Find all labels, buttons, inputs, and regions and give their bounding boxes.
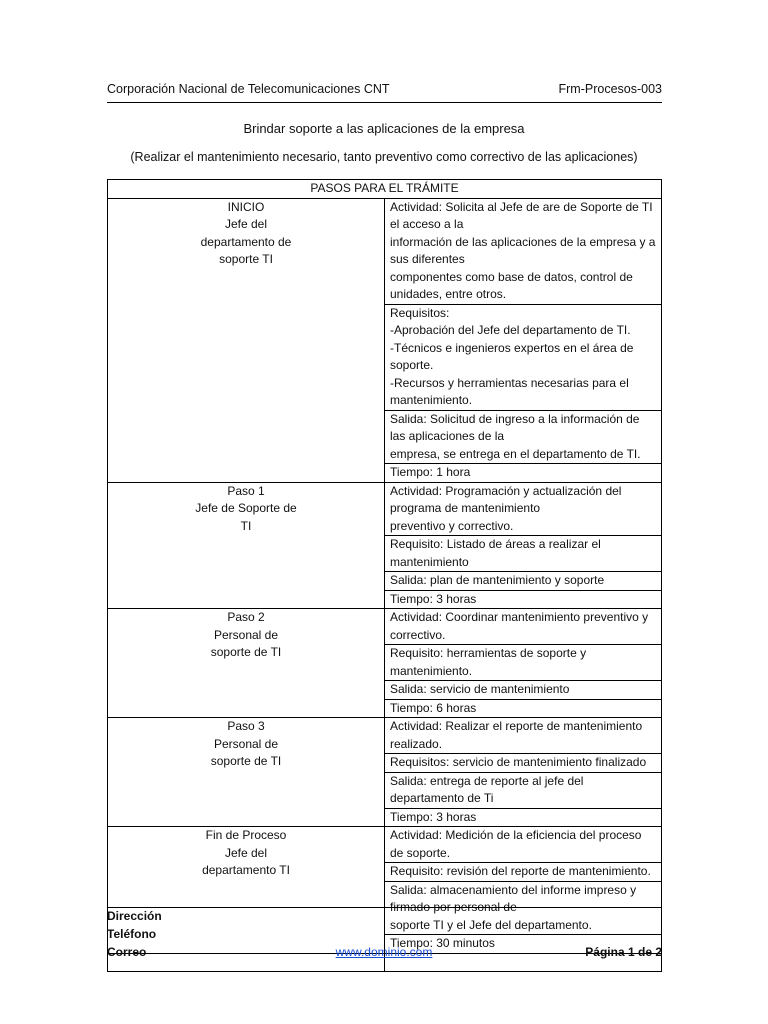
process-table	[107, 179, 662, 972]
document-title: Brindar soporte a las aplicaciones de la empresa	[243, 121, 525, 136]
step-detail-line: -Técnicos e ingenieros expertos en el área de soporte.	[390, 340, 634, 372]
step-detail-line: preventivo y correctivo.	[390, 518, 514, 533]
step-label-cell	[108, 718, 385, 827]
step-label-line: departamento de	[200, 234, 292, 249]
step-label-line: Paso 2	[227, 610, 265, 624]
step-detail-line: Salida: almacenamiento del informe impreso y firmado por personal de	[390, 882, 637, 914]
organization-name: Corporación Nacional de Telecomunicaciones CNT	[107, 82, 390, 96]
step-detail-line: Tiempo: 3 horas	[390, 591, 477, 606]
step-detail-line: empresa, se entrega en el departamento de TI.	[390, 446, 641, 461]
step-detail-cell	[385, 718, 662, 754]
step-label-cell	[108, 198, 385, 482]
table-row	[108, 718, 662, 754]
footer-address-label: Dirección	[107, 909, 162, 923]
footer-phone-label: Teléfono	[107, 927, 157, 941]
step-detail-line: soporte TI y el Jefe del departamento.	[390, 917, 592, 932]
step-detail-line: Tiempo: 1 hora	[390, 465, 471, 479]
step-detail-cell	[385, 198, 662, 304]
step-detail-cell	[385, 609, 662, 645]
table-header: PASOS PARA EL TRÁMITE	[108, 180, 662, 199]
step-detail-line: Actividad: Programación y actualización del programa de mantenimiento	[390, 483, 622, 515]
step-detail-line: Actividad: Realizar el reporte de mantenimiento realizado.	[390, 719, 643, 751]
step-detail-cell	[385, 464, 662, 483]
step-detail-line: componentes como base de datos, control de unidades, entre otros.	[390, 269, 633, 301]
step-detail-line: -Recursos y herramientas necesarias para el mantenimiento.	[390, 375, 629, 407]
step-label-line: Jefe del	[224, 217, 268, 231]
step-detail-line: Actividad: Coordinar mantenimiento preventivo y correctivo.	[390, 610, 649, 642]
step-detail-line: Tiempo: 6 horas	[390, 700, 477, 715]
table-row	[108, 482, 662, 536]
step-label-line: departamento TI	[202, 863, 290, 877]
step-detail-line: Requisito: Listado de áreas a realizar el mantenimiento	[390, 537, 601, 569]
table-row	[108, 198, 662, 304]
footer-divider	[107, 907, 662, 908]
step-detail-line: Salida: entrega de reporte al jefe del departamento de Ti	[390, 773, 584, 805]
step-label-line: Personal de	[213, 736, 279, 751]
step-detail-cell	[385, 645, 662, 681]
step-label-line: TI	[240, 518, 252, 533]
step-label-line: Paso 1	[227, 483, 265, 498]
table-row	[108, 609, 662, 645]
step-label-line: Jefe del	[224, 845, 268, 860]
step-label-line: soporte de TI	[210, 645, 282, 659]
table-header-row	[108, 180, 662, 199]
step-label-line: INICIO	[227, 199, 265, 214]
step-detail-cell	[385, 410, 662, 464]
page-indicator: Página 1 de 2	[585, 945, 662, 959]
step-detail-line: Salida: plan de mantenimiento y soporte	[390, 573, 605, 587]
step-detail-cell	[385, 572, 662, 591]
website-link[interactable]: www.dominio.com	[335, 945, 433, 959]
step-detail-cell	[385, 863, 662, 882]
step-label-line: Personal de	[213, 627, 279, 642]
step-detail-cell	[385, 536, 662, 572]
step-detail-line: Actividad: Solicita al Jefe de are de Soporte de TI el acceso a la	[390, 199, 653, 231]
step-label-cell	[108, 482, 385, 609]
footer-email-label: Correo	[107, 945, 147, 959]
step-label-cell	[108, 609, 385, 718]
form-code: Frm-Procesos-003	[558, 82, 662, 96]
step-label-line: Paso 3	[227, 719, 265, 733]
step-detail-cell	[385, 482, 662, 536]
step-detail-line: Requisito: herramientas de soporte y mantenimiento.	[390, 646, 587, 678]
step-detail-cell	[385, 590, 662, 609]
step-detail-cell	[385, 827, 662, 863]
step-label-line: Fin de Proceso	[205, 828, 287, 842]
page-header	[107, 80, 662, 103]
step-detail-cell	[385, 681, 662, 700]
step-label-line: soporte de TI	[210, 754, 282, 768]
step-detail-line: información de las aplicaciones de la empresa y a sus diferentes	[390, 234, 656, 266]
step-detail-line: Salida: servicio de mantenimiento	[390, 682, 570, 696]
step-detail-cell	[385, 304, 662, 410]
step-detail-line: Requisitos: servicio de mantenimiento finalizado	[390, 755, 647, 769]
table-row	[108, 827, 662, 863]
step-detail-cell	[385, 772, 662, 808]
step-detail-cell	[385, 808, 662, 827]
step-detail-line: Tiempo: 3 horas	[390, 809, 477, 824]
step-detail-line: Salida: Solicitud de ingreso a la información de las aplicaciones de la	[390, 411, 640, 443]
step-detail-cell	[385, 699, 662, 718]
step-label-line: soporte TI	[219, 252, 273, 266]
step-label-line: Jefe de Soporte de	[195, 501, 297, 515]
step-detail-line: -Aprobación del Jefe del departamento de TI.	[390, 323, 631, 337]
step-detail-cell	[385, 754, 662, 773]
step-detail-line: Requisitos:	[390, 305, 450, 320]
process-table-body	[108, 180, 662, 972]
step-detail-line: Actividad: Medición de la eficiencia del proceso de soporte.	[390, 828, 642, 860]
step-detail-line: Tiempo: 30 minutos	[390, 936, 495, 950]
document-subtitle: (Realizar el mantenimiento necesario, tanto preventivo como correctivo de las aplicaciones)	[130, 150, 638, 164]
step-detail-line: Requisito: revisión del reporte de mantenimiento.	[390, 864, 651, 878]
